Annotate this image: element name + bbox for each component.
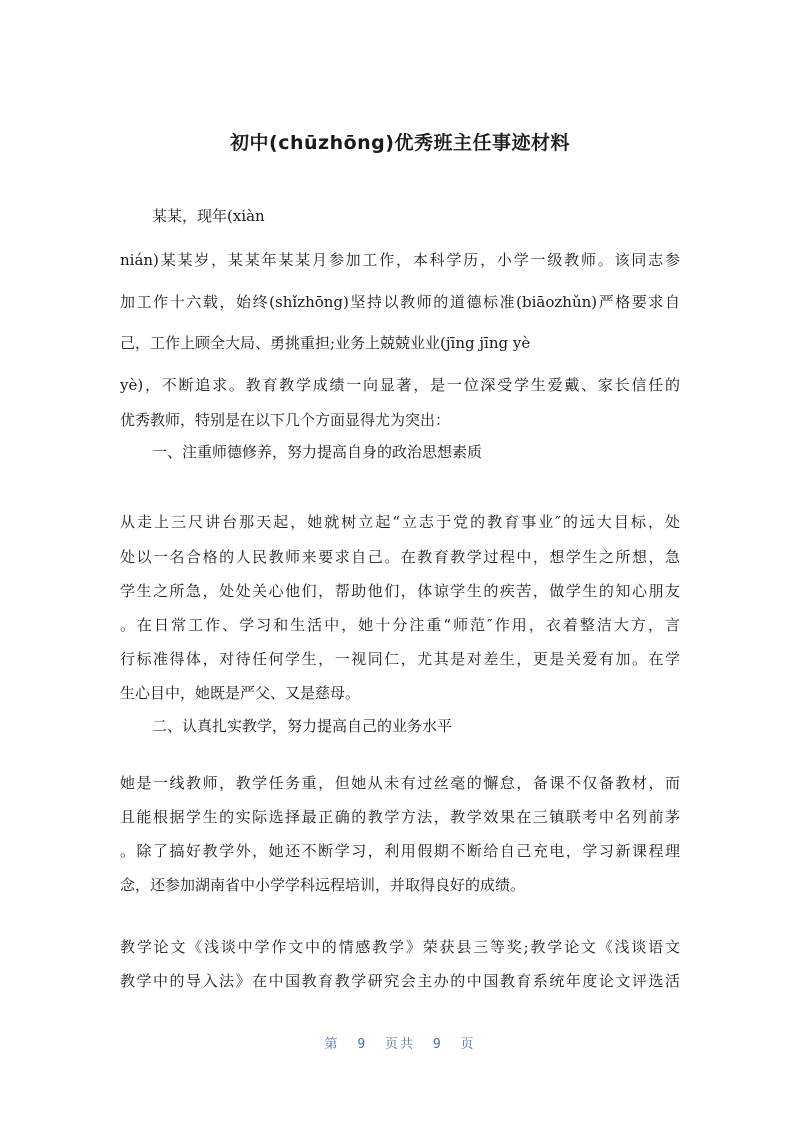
paragraph-line: 她是一线教师，教学任务重，但她从未有过丝毫的懈怠，备课不仅备教材，而 bbox=[120, 774, 680, 792]
footer-prefix: 第 bbox=[324, 1037, 340, 1052]
paragraph-line: yè)，不断追求。教育教学成绩一向显著，是一位深受学生爱戴、家长信任的 bbox=[120, 376, 680, 394]
document-title: 初中(chūzhōng)优秀班主任事迹材料 bbox=[230, 132, 570, 154]
paragraph-line: 教学中的导入法》在中国教育教学研究会主办的中国教育系统年度论文评选活 bbox=[120, 972, 680, 990]
paragraph-line: 教学论文《浅谈中学作文中的情感教学》荣获县三等奖;教学论文《浅谈语文 bbox=[120, 938, 680, 956]
paragraph-line: 念，还参加湖南省中小学学科远程培训，并取得良好的成绩。 bbox=[120, 876, 526, 894]
paragraph-line: nián)某某岁，某某年某某月参加工作，本科学历，小学一级教师。该同志参 bbox=[120, 251, 680, 269]
section-heading: 二、认真扎实教学，努力提高自己的业务水平 bbox=[152, 717, 453, 735]
paragraph-line: 学生之所急，处处关心他们，帮助他们，体谅学生的疾苦，做学生的知心朋友 bbox=[120, 582, 680, 600]
paragraph-line: 。除了搞好教学外，她还不断学习，利用假期不断给自己充电，学习新课程理 bbox=[120, 842, 680, 860]
paragraph-line: 。在日常工作、学习和生活中，她十分注重“师范″作用，衣着整洁大方，言 bbox=[120, 616, 680, 634]
current-page-number: 9 bbox=[357, 1037, 368, 1052]
section-heading: 一、注重师德修养，努力提高自身的政治思想素质 bbox=[152, 443, 483, 461]
footer-mid: 页共 bbox=[384, 1037, 415, 1052]
page-number-footer bbox=[0, 1033, 800, 1052]
paragraph-line: 生心目中，她既是严父、又是慈母。 bbox=[120, 684, 361, 702]
paragraph-line: 己，工作上顾全大局、勇挑重担;业务上兢兢业业(jīng jīng yè bbox=[120, 334, 531, 352]
paragraph-line: 且能根据学生的实际选择最正确的教学方法，教学效果在三镇联考中名列前茅 bbox=[120, 808, 680, 826]
paragraph-line: 优秀教师，特别是在以下几个方面显得尤为突出： bbox=[120, 411, 451, 429]
paragraph-line: 某某，现年(xiàn bbox=[152, 207, 265, 225]
paragraph-line: 加工作十六载，始终(shǐzhōng)坚持以教师的道德标准(biāozhǔn)严格要求自 bbox=[120, 293, 680, 311]
paragraph-line: 处以一名合格的人民教师来要求自己。在教育教学过程中，想学生之所想，急 bbox=[120, 548, 680, 566]
paragraph-line: 从走上三尺讲台那天起，她就树立起“立志于党的教育事业″的远大目标，处 bbox=[120, 513, 680, 531]
total-page-number: 9 bbox=[432, 1037, 443, 1052]
paragraph-line: 行标准得体，对待任何学生，一视同仁，尤其是对差生，更是关爱有加。在学 bbox=[120, 650, 680, 668]
footer-suffix: 页 bbox=[460, 1037, 476, 1052]
